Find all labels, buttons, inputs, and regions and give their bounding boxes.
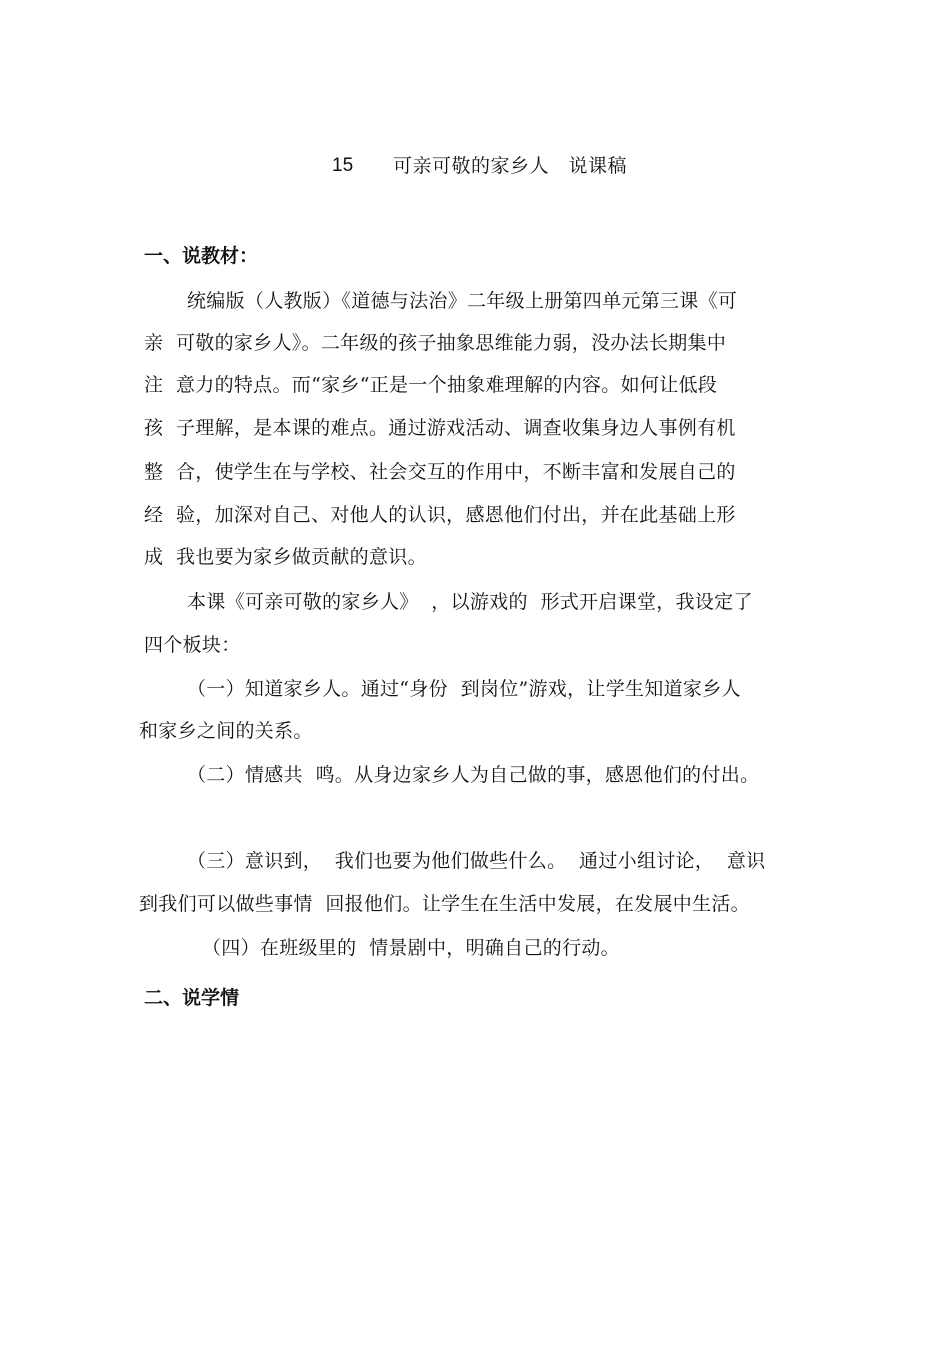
document-title: 可亲可敬的家乡人 说课稿 (393, 155, 628, 177)
list-item-1: （一）知道家乡人。通过“身份 到岗位”游戏，让学生知道家乡人 (187, 678, 741, 700)
paragraph-line: 整 合，使学生在与学校、社会交互的作用中，不断丰富和发展自己的 (144, 461, 736, 483)
lesson-number: 15 (332, 155, 354, 176)
paragraph-line: 本课《可亲可敬的家乡人》 ，以游戏的 形式开启课堂，我设定了 (187, 591, 753, 613)
paragraph-line: 注 意力的特点。而“家乡“正是一个抽象难理解的内容。如何让低段 (144, 374, 718, 396)
list-item-2: （二）情感共 鸣。从身边家乡人为自己做的事，感恩他们的付出。 (187, 764, 760, 786)
paragraph-line: 亲 可敬的家乡人》。二年级的孩子抽象思维能力弱，没办法长期集中 (144, 332, 727, 354)
section-heading-textbook: 一、说教材： (144, 245, 259, 267)
list-item-4: （四）在班级里的 情景剧中，明确自己的行动。 (202, 937, 620, 959)
paragraph-line: 经 验，加深对自己、对他人的认识，感恩他们付出，并在此基础上形 (144, 504, 736, 526)
list-item-3: （三）意识到， 我们也要为他们做些什么。 通过小组讨论， 意识 (187, 850, 766, 872)
list-item-3-continued: 到我们可以做些事情 回报他们。让学生在生活中发展，在发展中生活。 (139, 893, 750, 915)
section-heading-students: 二、说学情 (144, 987, 240, 1009)
paragraph-line: 成 我也要为家乡做贡献的意识。 (144, 546, 427, 568)
list-item-1-continued: 和家乡之间的关系。 (139, 720, 313, 742)
paragraph-line: 孩 子理解，是本课的难点。通过游戏活动、调查收集身边人事例有机 (144, 417, 736, 439)
paragraph-line: 统编版（人教版）《道德与法治》二年级上册第四单元第三课《可 (187, 290, 738, 312)
paragraph-line: 四个板块： (144, 634, 241, 656)
